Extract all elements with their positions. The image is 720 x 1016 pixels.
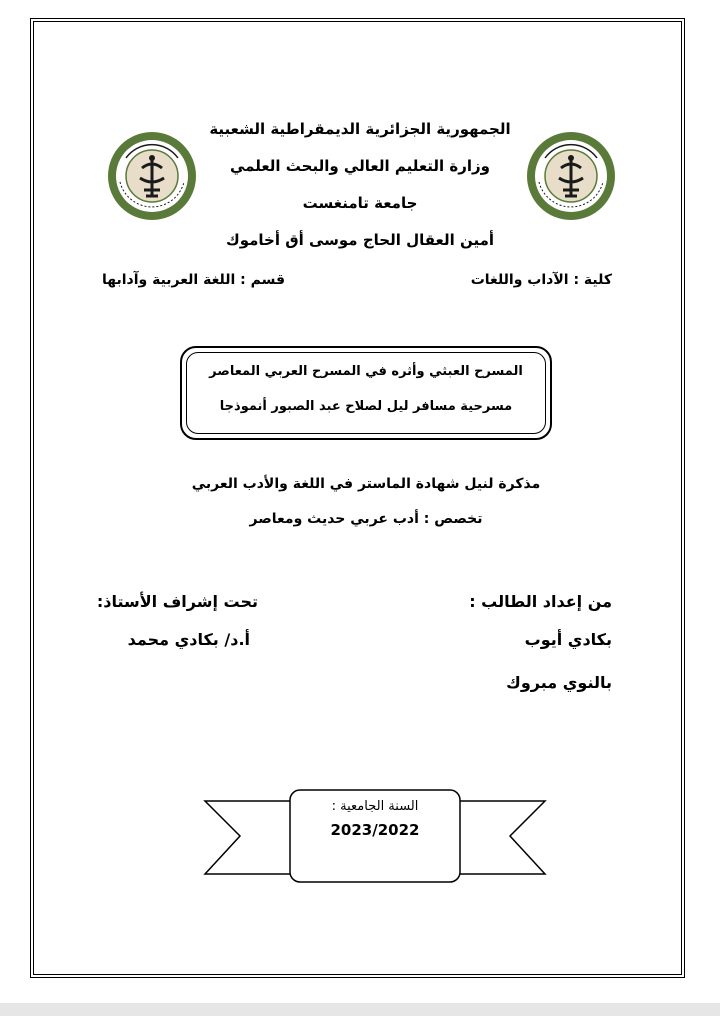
student-name: بكادي أيوب [524, 630, 612, 649]
student-name: بالنوي مبروك [506, 673, 612, 692]
degree-memo: مذكرة لنيل شهادة الماستر في اللغة والأدب العربي [191, 476, 541, 492]
header-republic: الجمهورية الجزائرية الديمقراطية الشعبية [209, 120, 511, 138]
header-university-name: أمين العقال الحاج موسى أق أخاموك [225, 231, 495, 249]
university-logo-left [106, 130, 198, 222]
college-label: كلية : الآداب واللغات [470, 272, 612, 288]
header-ministry: وزارة التعليم العالي والبحث العلمي [229, 157, 491, 175]
supervisor-label: تحت إشراف الأستاذ: [96, 592, 258, 611]
bottom-bar [0, 1003, 720, 1016]
prepared-by-label: من إعداد الطالب : [469, 592, 612, 611]
degree-specialty: تخصص : أدب عربي حديث ومعاصر [249, 511, 483, 527]
academic-year-value: 2023/2022 [330, 821, 420, 839]
thesis-subtitle: مسرحية مسافر ليل لصلاح عبد الصبور أنموذجا [219, 399, 513, 414]
university-logo-right [525, 130, 617, 222]
academic-year-label: السنة الجامعية : [331, 799, 419, 814]
thesis-title: المسرح العبثي وأثره في المسرح العربي المعاصر [209, 364, 523, 379]
department-label: قسم : اللغة العربية وآدابها [101, 272, 285, 288]
header-university: جامعة تامنغست [302, 194, 418, 212]
supervisor-name: أ.د/ بكادي محمد [127, 630, 250, 649]
thesis-title-box [180, 346, 552, 440]
